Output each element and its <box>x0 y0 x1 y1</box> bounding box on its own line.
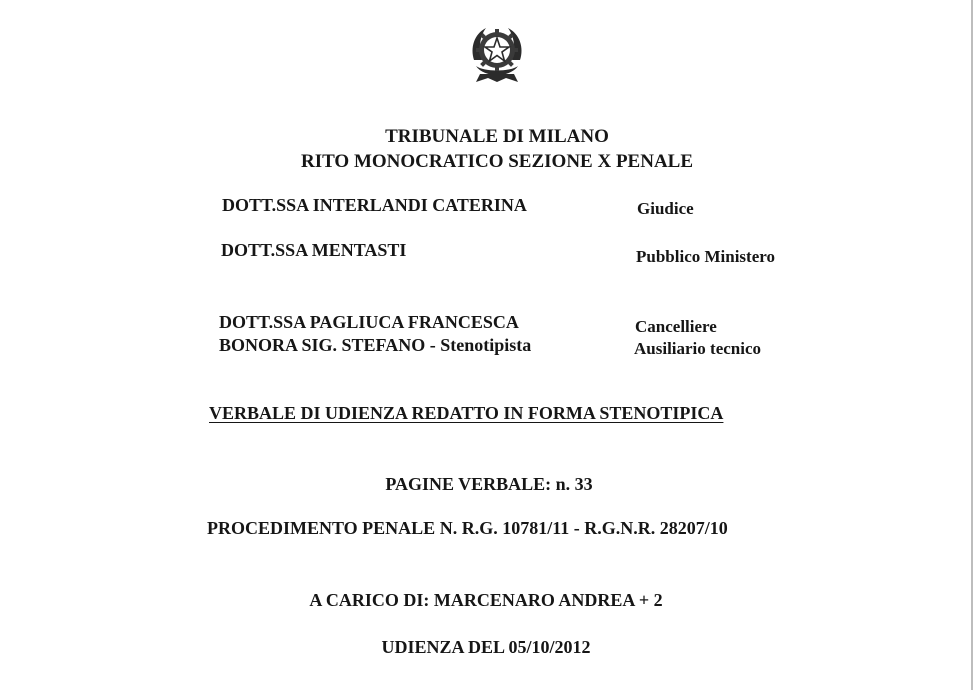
stenographer-name: BONORA SIG. STEFANO - Stenotipista <box>219 335 532 355</box>
court-name: TRIBUNALE DI MILANO <box>385 126 609 147</box>
clerk-role: Cancelliere <box>635 317 717 336</box>
stenographer-role: Ausiliario tecnico <box>634 339 762 358</box>
judge-name: DOTT.SSA INTERLANDI CATERINA <box>222 195 527 215</box>
page-edge-line <box>971 0 973 690</box>
prosecutor-role: Pubblico Ministero <box>636 247 775 266</box>
document-title: VERBALE DI UDIENZA REDATTO IN FORMA STENOTIPICA <box>209 403 724 423</box>
hearing-date: UDIENZA DEL 05/10/2012 <box>381 637 591 657</box>
defendant: A CARICO DI: MARCENARO ANDREA + 2 <box>309 590 663 610</box>
court-section: RITO MONOCRATICO SEZIONE X PENALE <box>300 151 694 172</box>
prosecutor-name: DOTT.SSA MENTASTI <box>221 240 407 260</box>
proceeding-number: PROCEDIMENTO PENALE N. R.G. 10781/11 - R.G.N.R. 28207/10 <box>207 518 728 538</box>
clerk-name: DOTT.SSA PAGLIUCA FRANCESCA <box>219 312 519 332</box>
italian-republic-emblem-icon <box>466 20 528 86</box>
page-count: PAGINE VERBALE: n. 33 <box>385 474 593 494</box>
judge-role: Giudice <box>637 199 694 218</box>
